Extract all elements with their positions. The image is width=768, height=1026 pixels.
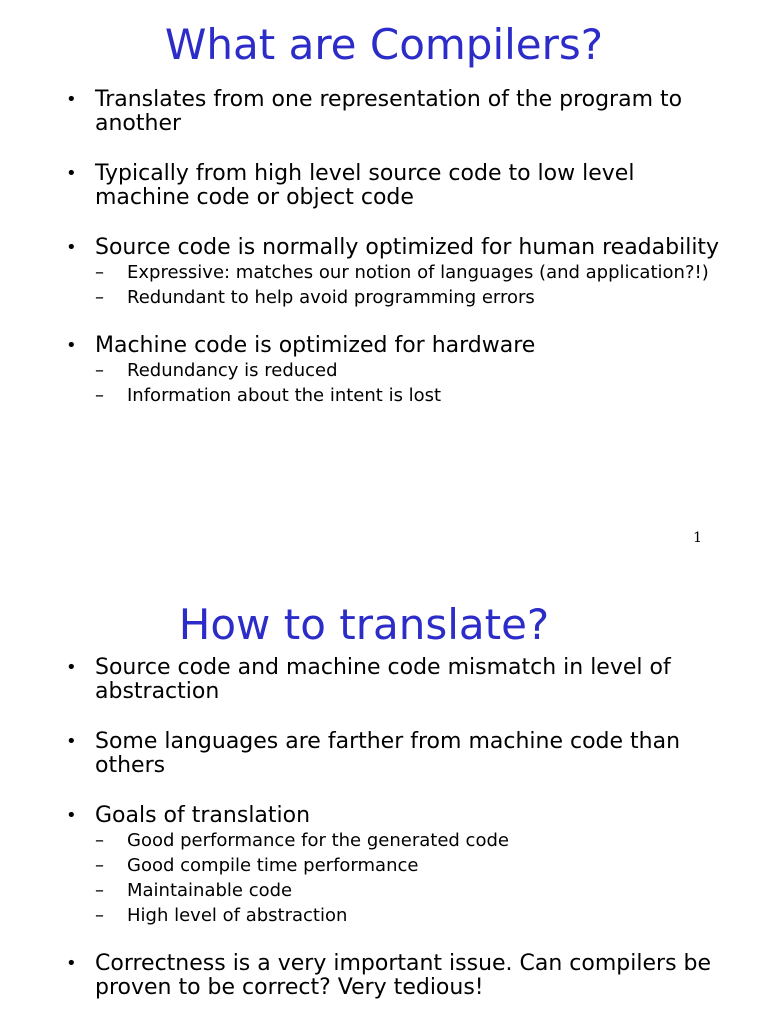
slide-title: How to translate? bbox=[178, 600, 550, 649]
sub-bullet-list bbox=[95, 360, 726, 406]
slide-title: What are Compilers? bbox=[164, 20, 604, 69]
sub-bullet-item: – Redundancy is reduced bbox=[95, 360, 726, 381]
bullet-item bbox=[66, 952, 726, 1000]
bullet-text: Correctness is a very important issue. Can compilers be proven to be correct? Very tedious! bbox=[95, 951, 712, 1000]
bullet-item bbox=[66, 162, 726, 210]
sub-bullet-list bbox=[95, 830, 726, 926]
bullet-item bbox=[66, 88, 726, 136]
sub-bullet-list bbox=[95, 262, 726, 308]
bullet-text: Typically from high level source code to low level machine code or object code bbox=[95, 161, 635, 210]
bullet-list bbox=[66, 88, 726, 432]
bullet-text: Source code is normally optimized for human readability bbox=[95, 235, 720, 260]
bullet-text: Some languages are farther from machine code than others bbox=[95, 729, 681, 778]
bullet-text: Goals of translation bbox=[95, 803, 311, 828]
bullet-item bbox=[66, 236, 726, 308]
bullet-list bbox=[66, 656, 726, 1026]
bullet-item bbox=[66, 334, 726, 406]
bullet-text: Translates from one representation of the program to another bbox=[95, 87, 683, 136]
sub-bullet-item: – Good compile time performance bbox=[95, 855, 726, 876]
sub-bullet-item: – Expressive: matches our notion of languages (and application?!) bbox=[95, 262, 726, 283]
bullet-item bbox=[66, 656, 726, 704]
sub-bullet-item: – Maintainable code bbox=[95, 880, 726, 901]
bullet-text: Machine code is optimized for hardware bbox=[95, 333, 536, 358]
page-number: 1 bbox=[693, 530, 702, 546]
sub-bullet-item: – Information about the intent is lost bbox=[95, 385, 726, 406]
bullet-item bbox=[66, 804, 726, 926]
slide-2 bbox=[0, 580, 768, 1024]
sub-bullet-item: – High level of abstraction bbox=[95, 905, 726, 926]
sub-bullet-item: – Good performance for the generated code bbox=[95, 830, 726, 851]
sub-bullet-item: – Redundant to help avoid programming errors bbox=[95, 287, 726, 308]
bullet-text: Source code and machine code mismatch in level of abstraction bbox=[95, 655, 671, 704]
bullet-item bbox=[66, 730, 726, 778]
